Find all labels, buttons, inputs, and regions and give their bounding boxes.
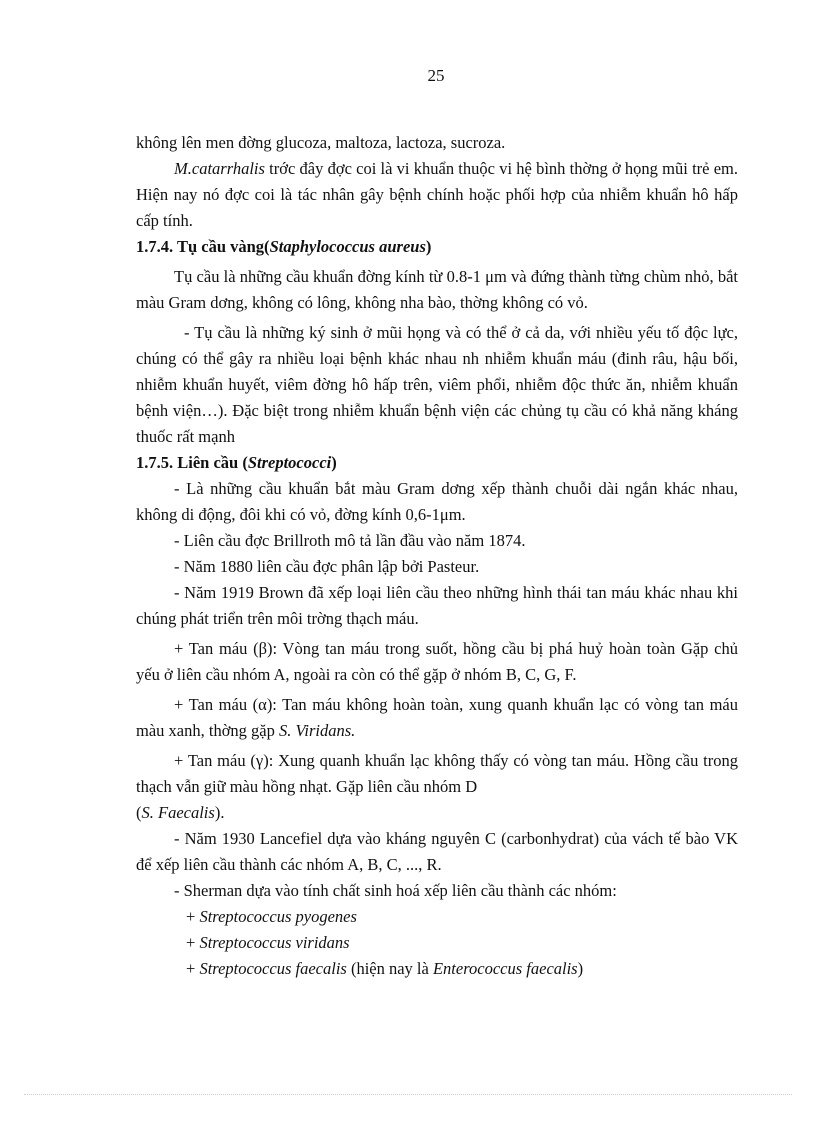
paragraph-lancefield: - Năm 1930 Lancefiel dựa vào kháng nguyên C (carbonhydrat) của vách tế bào VK để xếp liên cầu thành các nhóm A, B, C, ..., R. <box>136 829 738 874</box>
species-name: Streptococcus faecalis <box>199 959 347 978</box>
paragraph-beta-hemolysis: + Tan máu (β): Vòng tan máu trong suốt, hồng cầu bị phá huỷ hoàn toàn Gặp chủ yếu ở liên cầu nhóm A, ngoài ra còn có thể gặp ở nhóm B, C, G, F. <box>136 639 738 684</box>
paren-open: ( <box>136 803 142 822</box>
paragraph-catarrhalis <box>136 156 738 234</box>
document-body <box>136 130 738 982</box>
heading-text: 1.7.4. Tụ cầu vàng( <box>136 237 270 256</box>
species-name: M.catarrhalis <box>174 159 265 178</box>
paragraph-staph-description: Tụ cầu là những cầu khuẩn đờng kính từ 0.8-1 μm và đứng thành từng chùm nhỏ, bắt màu Gram dơng, không có lông, không nha bào, thờng không có vỏ. <box>136 267 738 312</box>
heading-species: Streptococci <box>247 453 332 472</box>
paragraph-strep-description: - Là những cầu khuẩn bắt màu Gram dơng xếp thành chuỗi dài ngắn khác nhau, không di động, đôi khi có vỏ, đờng kính 0,6-1μm. <box>136 479 738 524</box>
paragraph-alpha-hemolysis <box>136 692 738 744</box>
heading-streptococci <box>136 450 738 476</box>
paragraph-gamma-hemolysis <box>136 748 738 826</box>
heading-suffix: ) <box>331 453 337 472</box>
species-name: Streptococcus viridans <box>199 933 350 952</box>
paragraph-fermentation: không lên men đờng glucoza, maltoza, lactoza, sucroza. <box>136 133 506 152</box>
heading-text: 1.7.5. Liên cầu ( <box>136 453 248 472</box>
species-name: S. Viridans. <box>279 721 356 740</box>
paragraph-pasteur: - Năm 1880 liên cầu đợc phân lập bởi Pasteur. <box>174 557 480 576</box>
list-item <box>136 930 738 956</box>
page-bottom-rule <box>24 1094 792 1095</box>
paragraph-brown: - Năm 1919 Brown đã xếp loại liên cầu theo những hình thái tan máu khác nhau khi chúng phát triển trên môi trờng thạch máu. <box>136 583 738 628</box>
list-bullet: + <box>186 959 200 978</box>
page-number: 25 <box>427 66 445 85</box>
paragraph-brillroth: - Liên cầu đợc Brillroth mô tả lần đầu vào năm 1874. <box>174 531 526 550</box>
heading-suffix: ) <box>425 237 432 256</box>
list-bullet: + <box>186 907 200 926</box>
paragraph-staph-pathology: - Tụ cầu là những ký sinh ở mũi họng và có thể ở cả da, với nhiều yếu tố độc lực, chúng có thể gây ra nhiều loại bệnh khác nhau nh nhiễm khuẩn máu (đinh râu, hậu bối, nhiễm khuẩn huyết, viêm đờng hô hấp trên, viêm phổi, nhiễm độc thức ăn, nhiễm khuẩn bệnh viện…). Đặc biệt trong nhiễm khuẩn bệnh viện các chủng tụ cầu có khả năng kháng thuốc rất mạnh <box>136 323 738 446</box>
list-bullet: + <box>186 933 200 952</box>
list-item <box>136 956 738 982</box>
list-note: (hiện nay là <box>346 959 433 978</box>
heading-species: Staphylococcus aureus <box>269 237 426 256</box>
paragraph-text: + Tan máu (γ): Xung quanh khuẩn lạc không thấy có vòng tan máu. Hồng cầu trong thạch vẫn giữ màu hồng nhạt. Gặp liên cầu nhóm D <box>136 751 738 796</box>
species-name: S. Faecalis <box>141 803 215 822</box>
paragraph-sherman: - Sherman dựa vào tính chất sinh hoá xếp liên cầu thành các nhóm: <box>174 881 617 900</box>
species-name: Streptococcus pyogenes <box>199 907 357 926</box>
list-item <box>136 904 738 930</box>
paragraph-text: + Tan máu (α): Tan máu không hoàn toàn, xung quanh khuẩn lạc có vòng tan máu màu xanh, thờng gặp <box>136 695 738 740</box>
paragraph-text: trớc đây đợc coi là vi khuẩn thuộc vi hệ bình thờng ở họng mũi trẻ em. Hiện nay nó đợc coi là tác nhân gây bệnh chính hoặc phối hợp của nhiễm khuẩn hô hấp cấp tính. <box>136 159 738 230</box>
heading-staphylococcus <box>136 234 738 260</box>
paren-close: ). <box>214 803 225 822</box>
species-name: Enterococcus faecalis <box>432 959 578 978</box>
paren-close: ) <box>577 959 584 978</box>
